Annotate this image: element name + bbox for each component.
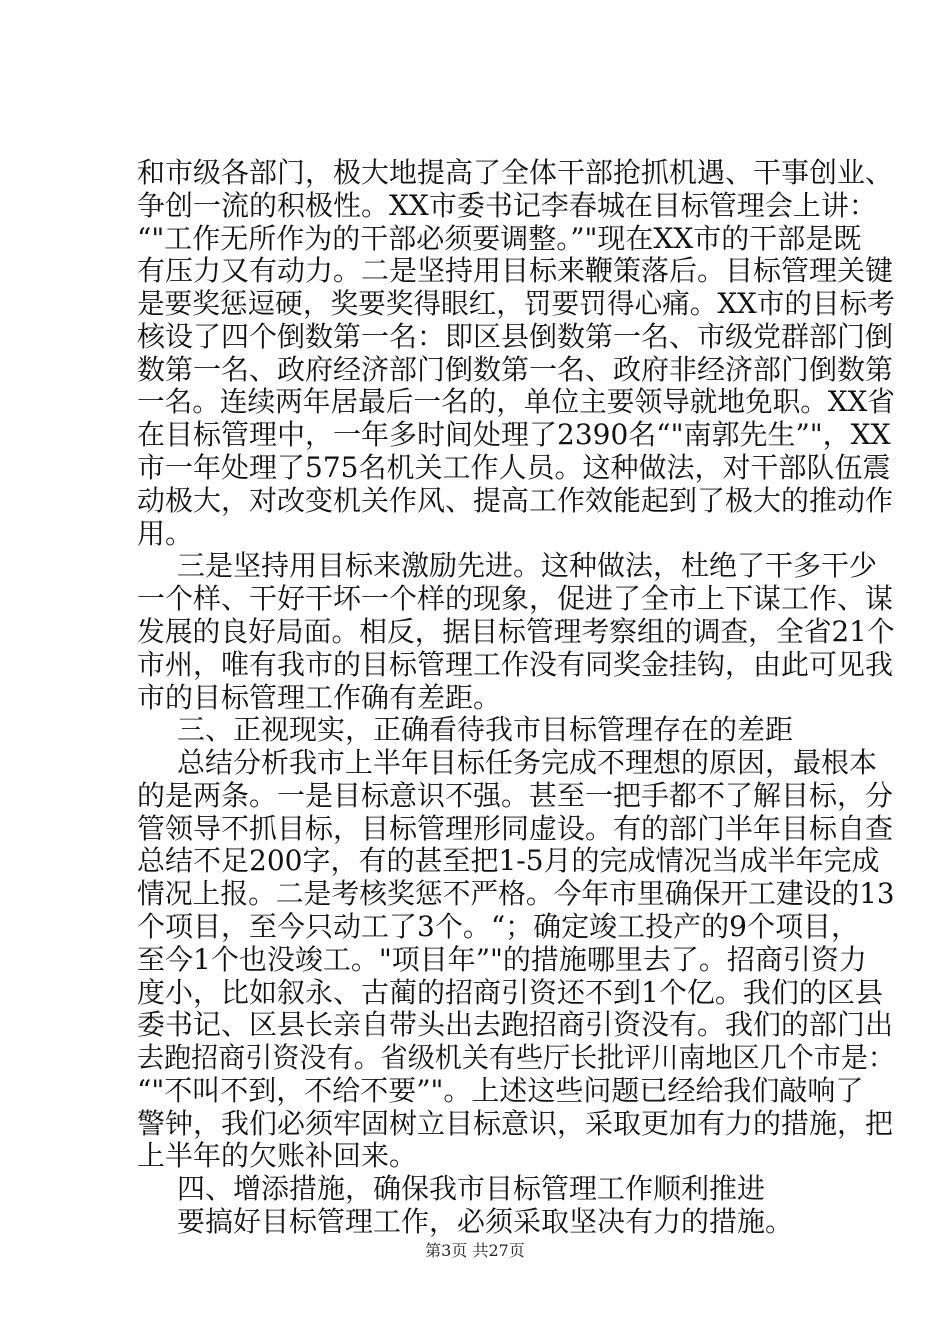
text-line: 至今1个也没竣工。"项目年”"的措施哪里去了。招商引资力 — [137, 943, 867, 976]
text-line: 个项目，至今只动工了3个。“；确定竣工投产的9个项目， — [137, 910, 859, 943]
section-heading: 三、正视现实，正确看待我市目标管理存在的差距 — [177, 713, 794, 746]
text-line: 争创一流的积极性。XX市委书记李春城在目标管理会上讲： — [137, 189, 877, 222]
section-heading: 四、增添措施，确保我市目标管理工作顺利推进 — [177, 1172, 766, 1205]
text-line: 一名。连续两年居最后一名的，单位主要领导就地免职。XX省 — [137, 385, 895, 418]
text-line: 动极大，对改变机关作风、提高工作效能起到了极大的推动作 — [137, 484, 894, 517]
text-line: 一个样、干好干坏一个样的现象，促进了全市上下谋工作、谋 — [137, 582, 894, 615]
text-line: “"不叫不到，不给不要”"。上述这些问题已经给我们敲响了 — [137, 1074, 864, 1107]
text-line: 市的目标管理工作确有差距。 — [137, 681, 502, 714]
text-line: 市州，唯有我市的目标管理工作没有同奖金挂钩，由此可见我 — [137, 648, 894, 681]
text-line: 核设了四个倒数第一名：即区县倒数第一名、市级党群部门倒 — [137, 320, 894, 353]
text-line: 委书记、区县长亲自带头出去跑招商引资没有。我们的部门出 — [137, 1008, 894, 1041]
text-line: 要搞好目标管理工作，必须采取坚决有力的措施。 — [177, 1205, 794, 1238]
text-line: 有压力又有动力。二是坚持用目标来鞭策落后。目标管理关键 — [137, 254, 894, 287]
text-line: 用。 — [137, 517, 194, 550]
text-line: 在目标管理中，一年多时间处理了2390名“"南郭先生”"，XX — [137, 418, 891, 451]
text-line: 三是坚持用目标来激励先进。这种做法，杜绝了干多干少 — [177, 549, 878, 582]
text-line: 管领导不抓目标，目标管理形同虚设。有的部门半年目标自查 — [137, 812, 894, 845]
page-footer: 第3页 共27页 — [425, 1241, 525, 1260]
text-line: 总结不足200字，有的甚至把1-5月的完成情况当成半年完成 — [137, 844, 880, 877]
text-line: 上半年的欠账补回来。 — [137, 1139, 418, 1172]
text-line: 数第一名、政府经济部门倒数第一名、政府非经济部门倒数第 — [137, 353, 894, 386]
text-line: 警钟，我们必须牢固树立目标意识，采取更加有力的措施，把 — [137, 1107, 894, 1140]
text-line: 和市级各部门，极大地提高了全体干部抢抓机遇、干事创业、 — [137, 156, 894, 189]
text-line: 总结分析我市上半年目标任务完成不理想的原因，最根本 — [177, 746, 878, 779]
text-line: 是要奖惩逗硬，奖要奖得眼红，罚要罚得心痛。XX市的目标考 — [137, 287, 895, 320]
text-line: 去跑招商引资没有。省级机关有些厅长批评川南地区几个市是： — [137, 1041, 895, 1074]
text-line: 度小，比如叙永、古蔺的招商引资还不到1个亿。我们的区县 — [137, 976, 883, 1009]
text-line: 发展的良好局面。相反，据目标管理考察组的调查，全省21个 — [137, 615, 895, 648]
text-line: 情况上报。二是考核奖惩不严格。今年市里确保开工建设的13 — [137, 877, 895, 910]
text-line: “"工作无所作为的干部必须要调整。”"现在XX市的干部是既 — [137, 222, 862, 255]
text-line: 的是两条。一是目标意识不强。甚至一把手都不了解目标，分 — [137, 779, 894, 812]
text-line: 市一年处理了575名机关工作人员。这种做法，对干部队伍震 — [137, 451, 891, 484]
